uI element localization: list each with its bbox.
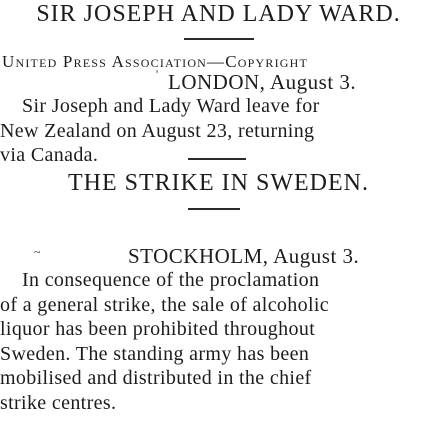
body-line: liquor has been prohibited throughout [0,318,316,340]
body-line: mobilised and distributed in the chief [0,367,312,389]
body-line: Sir Joseph and Lady Ward leave for [22,95,320,117]
headline-rule [184,38,254,40]
body-line: of a general strike, the sale of alcoholic [0,293,330,316]
body-line: Sweden. The standing army has been [0,342,310,365]
body-line: In consequence of the proclamation [22,269,320,291]
body-line: via Canada. [0,144,99,166]
body-line: strike centres. [0,391,117,414]
article-body-ward [0,94,437,168]
headline-rule [188,208,240,210]
section-rule [188,158,246,160]
headline-ward: SIR JOSEPH AND LADY WARD. [36,1,401,27]
print-mark: ~ [34,245,41,259]
headline-strike: THE STRIKE IN SWEDEN. [68,170,369,196]
print-mark: ' [156,67,159,81]
dateline-london: LONDON, August 3. [168,70,357,94]
article-body-strike [0,268,437,415]
body-line: New Zealand on August 23, returning [0,119,315,142]
press-credit: United Press Association—Copyright [2,52,309,71]
dateline-stockholm: STOCKHOLM, August 3. [128,244,360,268]
